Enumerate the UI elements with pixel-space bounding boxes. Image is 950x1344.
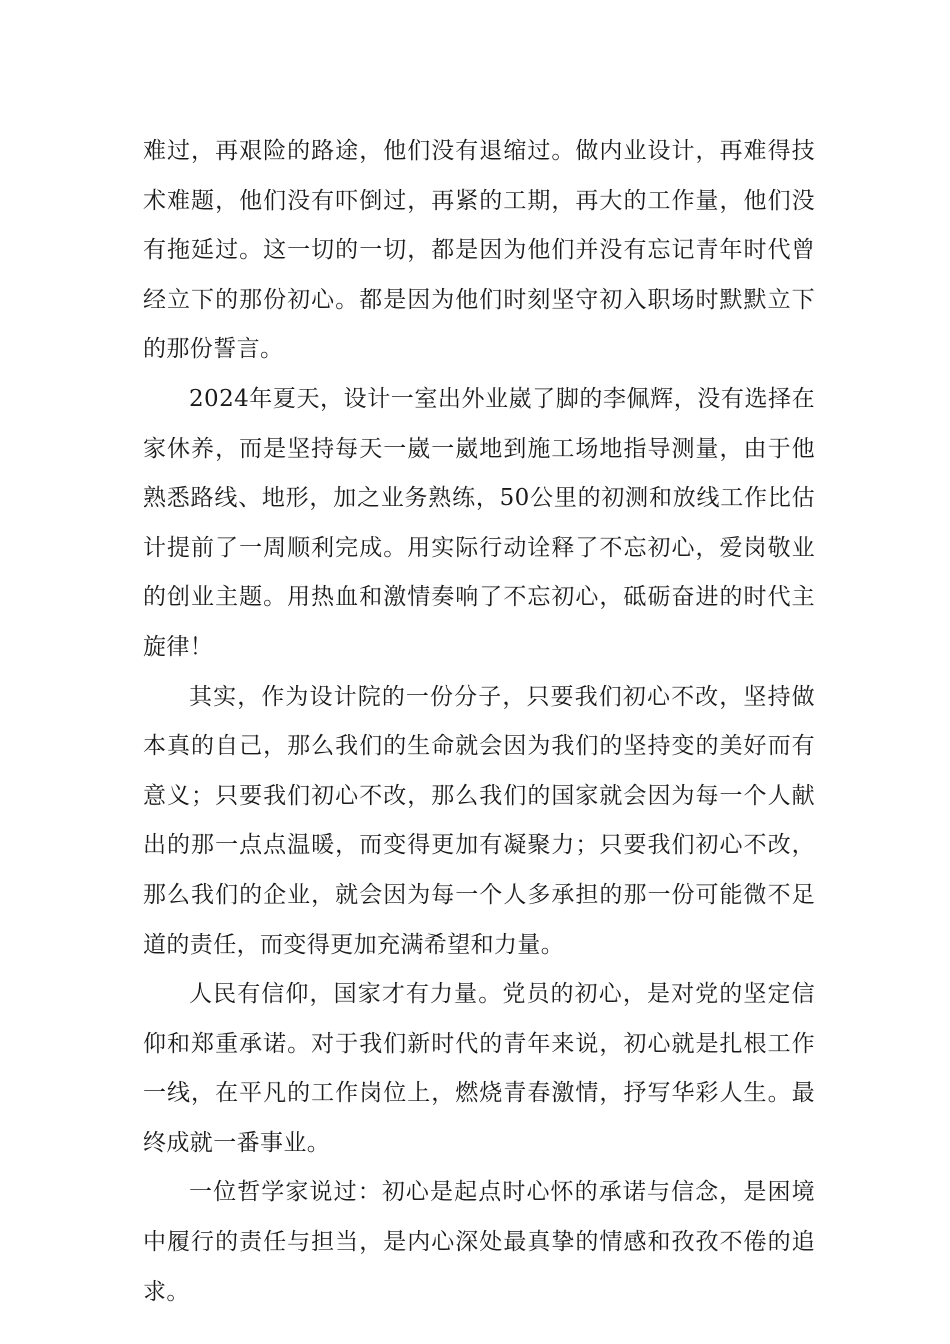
paragraph-1: 难过，再艰险的路途，他们没有退缩过。做内业设计，再难得技术难题，他们没有吓倒过，再紧的工期，再大的工作量，他们没有拖延过。这一切的一切，都是因为他们并没有忘记青年时代曾经立下的那份初心。都是因为他们时刻坚守初入职场时默默立下的那份誓言。 (143, 138, 815, 363)
paragraph-2: 2024年夏天，设计一室出外业崴了脚的李佩辉，没有选择在家休养，而是坚持每天一崴一崴地到施工场地指导测量，由于他熟悉路线、地形，加之业务熟练，50公里的初测和放线工作比估计提前了一周顺利完成。用实际行动诠释了不忘初心，爱岗敬业的创业主题。用热血和激情奏响了不忘初心，砥砺奋进的时代主旋律！ (143, 385, 815, 660)
document-body (143, 127, 815, 1317)
paragraph-4: 人民有信仰，国家才有力量。党员的初心，是对党的坚定信仰和郑重承诺。对于我们新时代的青年来说，初心就是扎根工作一线，在平凡的工作岗位上，燃烧青春激情，抒写华彩人生。最终成就一番事业。 (143, 981, 815, 1156)
paragraph-3: 其实，作为设计院的一份分子，只要我们初心不改，坚持做本真的自己，那么我们的生命就会因为我们的坚持变的美好而有意义；只要我们初心不改，那么我们的国家就会因为每一个人献出的那一点点温暖，而变得更加有凝聚力；只要我们初心不改，那么我们的企业，就会因为每一个人多承担的那一份可能微不足道的责任，而变得更加充满希望和力量。 (143, 683, 815, 958)
paragraph-5: 一位哲学家说过：初心是起点时心怀的承诺与信念，是困境中履行的责任与担当，是内心深处最真挚的情感和孜孜不倦的追求。 (143, 1179, 815, 1305)
